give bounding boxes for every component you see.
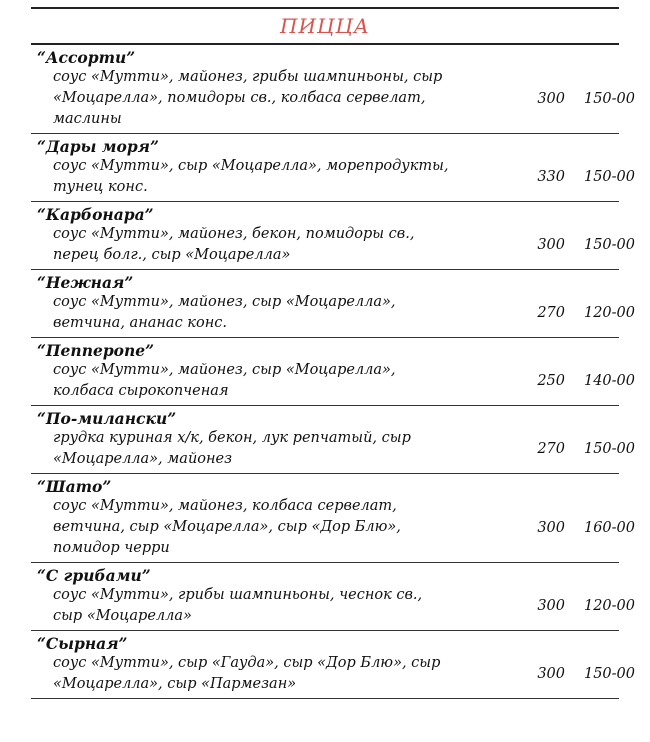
item-description — [31, 156, 483, 198]
item-weight: 330 — [537, 169, 565, 185]
description-line: соус «Мутти», майонез, сыр «Моцарелла», — [53, 294, 396, 310]
item-price: 140-00 — [583, 373, 635, 389]
description-line: ветчина, ананас конс. — [53, 315, 227, 331]
menu-item-syrnaya — [31, 631, 635, 699]
item-description — [31, 428, 483, 470]
description-line: маслины — [53, 111, 122, 127]
item-weight: 270 — [537, 305, 565, 321]
menu-item-po-milanski — [31, 406, 635, 474]
item-price: 150-00 — [583, 169, 635, 185]
item-price: 120-00 — [583, 598, 635, 614]
menu-item-shato — [31, 474, 635, 563]
description-line: сыр «Моцарелла» — [53, 608, 192, 624]
item-description — [31, 653, 483, 695]
menu-item-assorti — [31, 45, 635, 134]
item-row — [31, 156, 635, 198]
item-row — [31, 428, 635, 470]
description-line: соус «Мутти», майонез, бекон, помидоры св., — [53, 226, 415, 242]
menu-title-bar — [31, 7, 619, 45]
menu-item-karbonara — [31, 202, 635, 270]
item-weight: 300 — [537, 90, 565, 107]
description-line: «Моцарелла», майонез — [53, 451, 233, 467]
menu-item-dary-morya — [31, 134, 635, 202]
item-description — [31, 292, 483, 334]
item-row — [31, 653, 635, 695]
item-weight: 300 — [537, 666, 565, 682]
item-description — [31, 496, 483, 559]
item-name: “Сырная” — [37, 634, 128, 653]
item-description — [31, 224, 483, 266]
item-weight: 300 — [537, 598, 565, 614]
menu-item-nezhnaya — [31, 270, 635, 338]
item-price: 150-00 — [583, 666, 635, 682]
item-weight: 300 — [537, 237, 565, 253]
item-weight: 270 — [537, 441, 565, 457]
item-name: “С грибами” — [37, 566, 151, 585]
menu-title: ПИЦЦА — [280, 14, 370, 38]
item-row — [31, 496, 635, 559]
description-line: колбаса сырокопченая — [53, 383, 229, 399]
item-price: 160-00 — [583, 519, 635, 536]
menu-item-pepperone — [31, 338, 635, 406]
item-row — [31, 292, 635, 334]
item-description — [31, 360, 483, 402]
item-name: “По-милански” — [37, 409, 177, 428]
item-name: “Шато” — [37, 477, 112, 496]
description-line: ветчина, сыр «Моцарелла», сыр «Дор Блю», — [53, 519, 401, 535]
item-name: “Пепперone” — [37, 341, 155, 360]
description-line: тунец конс. — [53, 179, 148, 195]
item-name: “Дары моря” — [37, 137, 159, 156]
item-weight: 300 — [537, 519, 565, 536]
item-name: “Нежная” — [37, 273, 134, 292]
description-line: «Моцарелла», помидоры св., колбаса сервелат, — [53, 90, 426, 106]
description-line: «Моцарелла», сыр «Пармезан» — [53, 676, 297, 692]
item-description — [31, 67, 483, 130]
description-line: соус «Мутти», сыр «Моцарелла», морепродукты, — [53, 158, 449, 174]
description-line: соус «Мутти», майонез, грибы шампиньоны, сыр — [53, 69, 443, 85]
description-line: помидор черри — [53, 540, 170, 556]
item-price: 120-00 — [583, 305, 635, 321]
item-price: 150-00 — [583, 441, 635, 457]
menu-item-s-gribami — [31, 563, 635, 631]
pizza-menu — [31, 7, 635, 699]
description-line: соус «Мутти», майонез, колбаса сервелат, — [53, 498, 397, 514]
description-line: перец болг., сыр «Моцарелла» — [53, 247, 291, 263]
item-row — [31, 67, 635, 130]
description-line: соус «Мутти», сыр «Гауда», сыр «Дор Блю», сыр — [53, 655, 441, 671]
description-line: соус «Мутти», грибы шампиньоны, чеснок св., — [53, 587, 423, 603]
item-description — [31, 585, 483, 627]
item-row — [31, 585, 635, 627]
description-line: соус «Мутти», майонез, сыр «Моцарелла», — [53, 362, 396, 378]
description-line: грудка куриная х/к, бекон, лук репчатый, сыр — [53, 430, 411, 446]
item-weight: 250 — [537, 373, 565, 389]
item-price: 150-00 — [583, 237, 635, 253]
item-name: “Карбонара” — [37, 205, 154, 224]
item-row — [31, 360, 635, 402]
item-row — [31, 224, 635, 266]
item-name: “Ассорти” — [37, 48, 136, 67]
item-price: 150-00 — [583, 90, 635, 107]
